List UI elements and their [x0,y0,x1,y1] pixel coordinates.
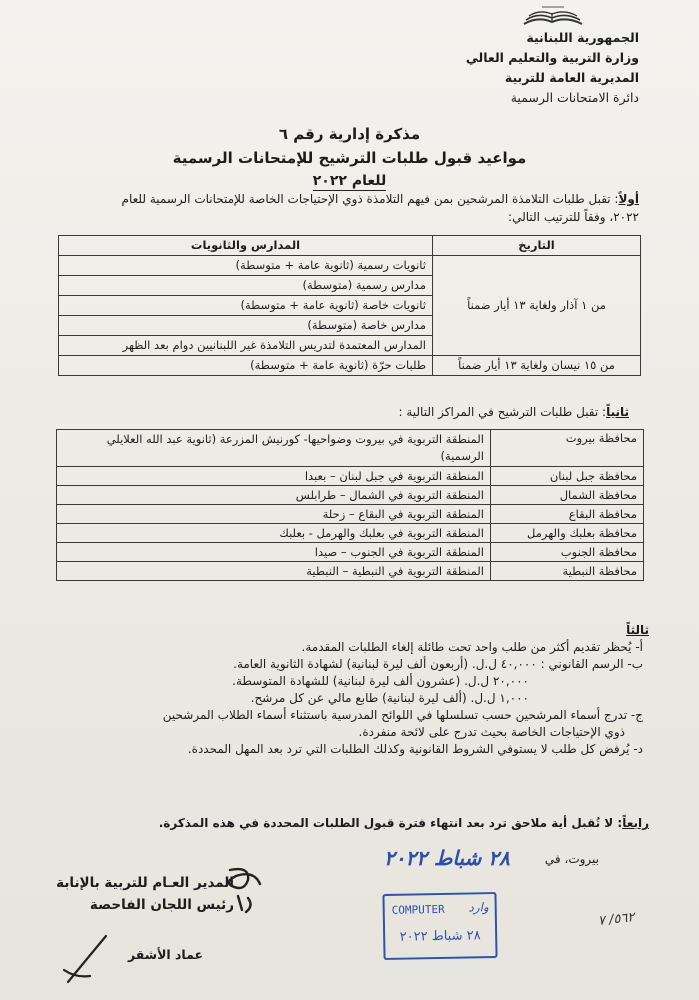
center-gov: محافظة بيروت [491,430,644,467]
section-1-text [54,190,639,226]
center-location: المنطقة التربوية في الجنوب – صيدا [57,543,491,562]
section-3-item-c2: ذوي الإحتياجات الخاصة بحيث تدرج على لائحة منفردة. [358,725,625,739]
section-3-item-a: أ- يُحظر تقديم أكثر من طلب واحد تحت طائلة إلغاء الطلبات المقدمة. [301,640,643,654]
letterhead [466,28,639,108]
section-3-label: ثالثاً [626,623,649,637]
center-gov: محافظة بعلبك والهرمل [491,524,644,543]
memo-number: مذكرة إدارية رقم ٦ [278,125,421,143]
center-location: المنطقة التربوية في جبل لبنان – بعبدا [57,467,491,486]
memo-year: للعام ٢٠٢٢ [312,173,387,189]
center-gov: محافظة النبطية [491,562,644,581]
section-3 [163,622,649,758]
signatory-role: رئيس اللجان الفاحصة [89,897,234,913]
stamp-date: ٢٨ شباط ٢٠٢٢ [399,928,481,945]
schedule-table [58,235,641,376]
section-1-label: أولاً [618,192,639,206]
center-location: المنطقة التربوية في النبطية – النبطية [57,562,491,581]
signature-scribble-icon [220,862,270,922]
schedule-row: ثانويات خاصة (ثانوية عامة + متوسطة) [59,296,433,316]
republic-name: الجمهورية اللبنانية [526,30,639,45]
center-gov: محافظة البقاع [491,505,644,524]
signature-block [34,872,234,916]
reference-number: ٥٦٢/ ٧ [597,910,636,929]
stamp-status: وارد [468,900,489,915]
section-3-item-c1: ج- تدرج أسماء المرشحين حسب تسلسلها في اللوائح المدرسية باستثناء أسماء الطلاب المرشحين [162,708,643,722]
directorate-name: المديرية العامة للتربية [504,70,639,85]
schedule-row: مدارس رسمية (متوسطة) [59,276,433,296]
section-3-item-b1: ب- الرسم القانوني : ٤٠,٠٠٠ ل.ل. (أربعون ألف ليرة لبنانية) لشهادة الثانوية العامة. [233,657,643,671]
schedule-header-schools: المدارس والثانويات [59,236,433,256]
center-location: المنطقة التربوية في بعلبك والهرمل - بعلبك [57,524,491,543]
section-2-label: ثانياً [606,405,629,419]
signatory-title: المدير العـام للتربية بالإنابة [56,875,234,891]
center-gov: محافظة الشمال [491,486,644,505]
section-1-line-2: ٢٠٢٢، وفقاً للترتيب التالي: [508,210,639,224]
place-label: بيروت، في [544,852,599,866]
memo-titles [0,122,699,192]
ministry-name: وزارة التربية والتعليم العالي [465,50,639,65]
department-name: دائرة الامتحانات الرسمية [510,90,639,105]
schedule-header-date: التاريخ [433,236,641,256]
schedule-row: ثانويات رسمية (ثانوية عامة + متوسطة) [59,256,433,276]
memo-subject: مواعيد قبول طلبات الترشيح للإمتحانات الرسمية [172,149,527,167]
centers-table [56,429,644,581]
ministry-logo-icon [520,4,586,30]
schedule-date-1: من ١ آذار ولغاية ١٣ أيار ضمناً [433,256,641,356]
center-gov: محافظة جبل لبنان [491,467,644,486]
center-location: المنطقة التربوية في الشمال – طرابلس [57,486,491,505]
section-3-item-b3: ١,٠٠٠ ل.ل. (ألف ليرة لبنانية) طابع مالي عن كل مرشح. [250,691,529,705]
section-3-item-b2: ٢٠,٠٠٠ ل.ل. (عشرون ألف ليرة لبنانية) للشهادة المتوسطة. [232,674,529,688]
schedule-row: المدارس المعتمدة لتدريس التلامذة غير اللبنانيين دوام بعد الظهر [59,336,433,356]
stamp-computer-label: COMPUTER [391,902,445,917]
schedule-row: طلبات حرّة (ثانوية عامة + متوسطة) [59,356,433,376]
handwritten-date: ٢٨ شباط ٢٠٢٢ [384,846,510,870]
center-location: المنطقة التربوية في البقاع – زحلة [57,505,491,524]
center-location: المنطقة التربوية في بيروت وضواحيها- كورنيش المزرعة (ثانوية عبد الله العلايلي الرسمية) [57,430,491,467]
section-4-line: : لا تُقبل أية ملاحق ترد بعد انتهاء فترة قبول الطلبات المحددة في هذه المذكرة. [158,816,623,830]
schedule-row: مدارس خاصة (متوسطة) [59,316,433,336]
signatory-name: عماد الأشقر [128,947,204,962]
section-1-line-1: : تقبل طلبات التلامذة المرشحين بمن فيهم التلامذة ذوي الإحتياجات الخاصة للإمتحانات الرسمية للعام [121,192,619,206]
signature-stroke-icon [56,930,116,990]
incoming-stamp [382,892,497,960]
section-2-line: : تقبل طلبات الترشيح في المراكز التالية : [398,405,607,419]
section-3-item-d: د- يُرفض كل طلب لا يستوفي الشروط القانونية وكذلك الطلبات التي ترد بعد المهل المحددة. [187,742,643,756]
schedule-date-2: من ١٥ نيسان ولغاية ١٣ أيار ضمناً [433,356,641,376]
section-4-label: رابعاً [622,816,649,830]
center-gov: محافظة الجنوب [491,543,644,562]
section-4-text [159,814,649,832]
section-2-text [398,403,629,421]
